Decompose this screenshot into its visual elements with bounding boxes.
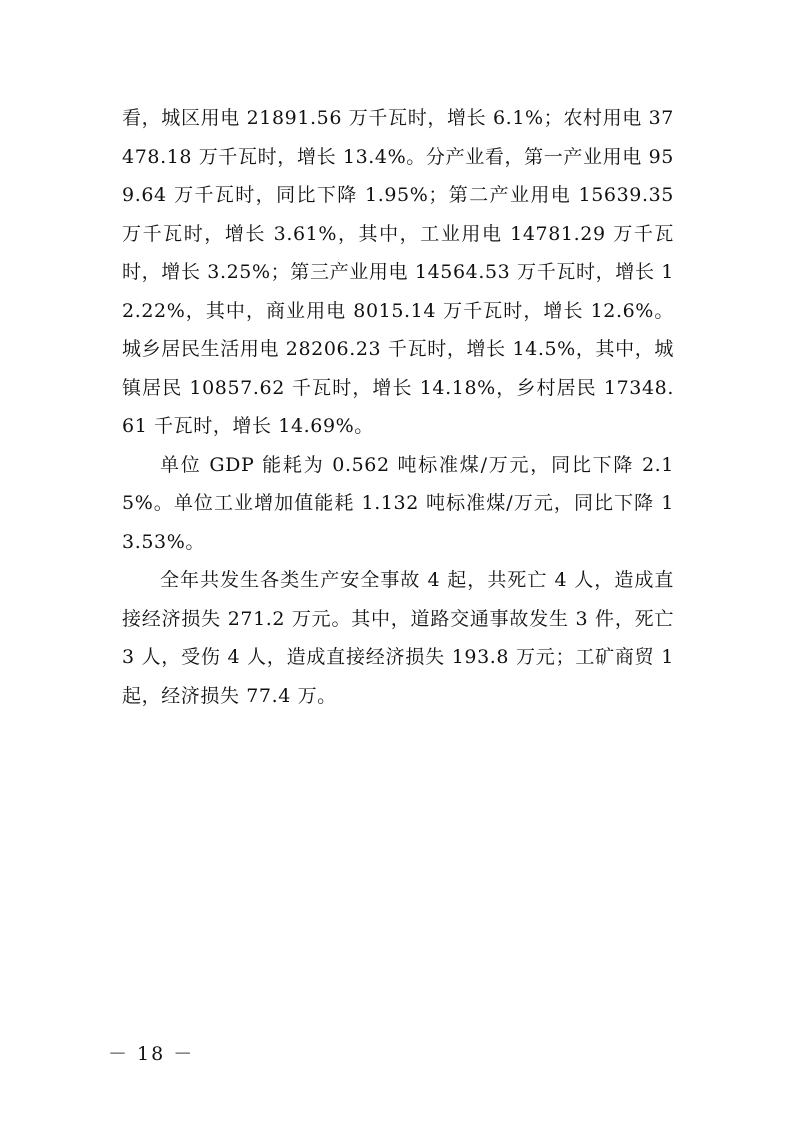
paragraph-electricity-consumption: 看，城区用电 21891.56 万千瓦时，增长 6.1%；农村用电 37478.18 万千瓦时，增长 13.4%。分产业看，第一产业用电 959.64 万千瓦时，同比下降 1.95%；第二产业用电 15639.35 万千瓦时，增长 3.61%，其中，工业用电 14781.29 万千瓦时，增长 3.25%；第三产业用电 14564.53 万千瓦时，增长 12.22%，其中，商业用电 8015.14 万千瓦时，增长 12.6%。城乡居民生活用电 28206.23 千瓦时，增长 14.5%，其中，城镇居民 10857.62 千瓦时，增长 14.18%，乡村居民 17348.61 千瓦时，增长 14.69%。 <box>122 107 674 437</box>
paragraph-energy-intensity: 单位 GDP 能耗为 0.562 吨标准煤/万元，同比下降 2.15%。单位工业增加值能耗 1.132 吨标准煤/万元，同比下降 13.53%。 <box>122 453 674 553</box>
paragraph-safety-accidents: 全年共发生各类生产安全事故 4 起，共死亡 4 人，造成直接经济损失 271.2 万元。其中，道路交通事故发生 3 件，死亡 3 人，受伤 4 人，造成直接经济损失 193.8 万元；工矿商贸 1 起，经济损失 77.4 万。 <box>122 569 674 707</box>
page-number: － 18 － <box>108 1043 195 1065</box>
body-text <box>122 99 674 715</box>
